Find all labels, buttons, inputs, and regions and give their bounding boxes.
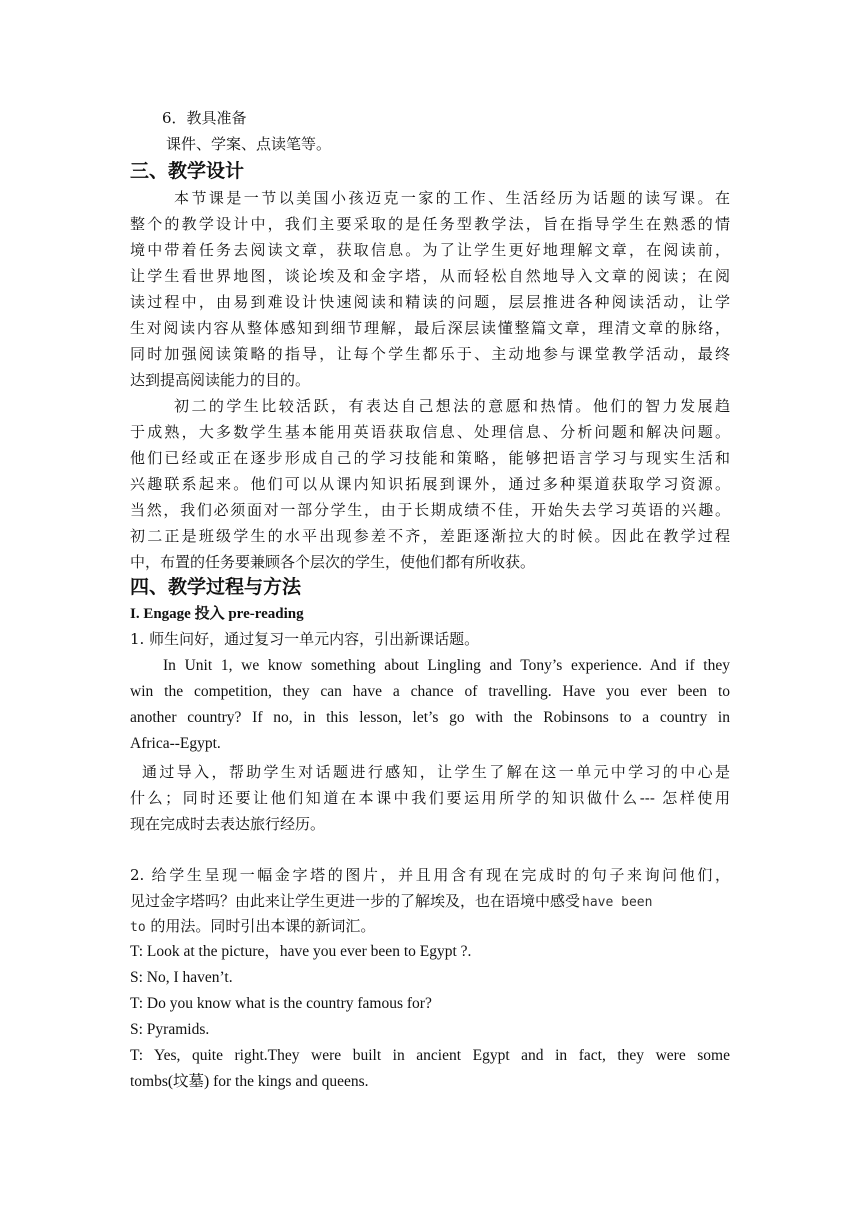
step1-cn-line: 现在完成时去表达旅行经历。 (130, 815, 326, 833)
step2-tail: 的用法。同时引出本课的新词汇。 (145, 917, 376, 935)
prep-items: 课件、学案、点读笔等。 (166, 135, 332, 153)
step1-en-line: another country? If no, in this lesson, let’s go with the Robinsons to a country in (130, 709, 730, 726)
para2-line: 于成熟，大多数学生基本能用英语获取信息、处理信息、分析问题和解决问题。 (130, 423, 730, 441)
engage-subheading: I. Engage 投入 pre-reading (130, 606, 304, 622)
step2-text: 见过金字塔吗？由此来让学生更进一步的了解埃及，也在语境中感受 (130, 892, 581, 910)
dialogue-line: tombs(坟墓) for the kings and queens. (130, 1073, 369, 1090)
prep-title: 6．教具准备 (162, 109, 247, 127)
step1-en-line: win the competition, they can have a chance of travelling. Have you ever been to (130, 683, 730, 700)
step2-line (130, 888, 730, 916)
para1-line: 整个的教学设计中，我们主要采取的是任务型教学法，旨在指导学生在熟悉的情 (130, 215, 730, 233)
section-heading-design: 三、教学设计 (130, 160, 245, 182)
para1-line: 同时加强阅读策略的指导，让每个学生都乐于、主动地参与课堂教学活动，最终 (130, 345, 730, 363)
dialogue-line: S: No, I haven’t. (130, 969, 233, 986)
para1-line: 达到提高阅读能力的目的。 (130, 371, 311, 389)
step1-cn-line: 什么；同时还要让他们知道在本课中我们要运用所学的知识做什么--- 怎样使用 (130, 789, 730, 807)
step2-keyword: to (130, 920, 146, 935)
step1-title: 1. 师生问好，通过复习一单元内容，引出新课话题。 (130, 630, 480, 648)
dialogue-line: T: Do you know what is the country famous for? (130, 995, 432, 1012)
para2-line: 他们已经或正在逐步形成自己的学习技能和策略，能够把语言学习与现实生活和 (130, 449, 730, 467)
step2-keyword: have been (582, 895, 653, 910)
para1-line: 读过程中，由易到难设计快速阅读和精读的问题，层层推进各种阅读活动，让学 (130, 293, 730, 311)
dialogue-line: T: Look at the picture，have you ever been to Egypt ?. (130, 943, 472, 960)
para2-line: 中，布置的任务要兼顾各个层次的学生，使他们都有所收获。 (130, 553, 536, 571)
step2-line (130, 913, 375, 941)
step1-en-line: Africa--Egypt. (130, 735, 221, 752)
para1-line: 境中带着任务去阅读文章，获取信息。为了让学生更好地理解文章，在阅读前， (130, 241, 730, 259)
section-heading-process: 四、教学过程与方法 (130, 576, 302, 598)
dialogue-line: S: Pyramids. (130, 1021, 210, 1038)
para2-line: 兴趣联系起来。他们可以从课内知识拓展到课外，通过多种渠道获取学习资源。 (130, 475, 730, 493)
para2-line: 当然，我们必须面对一部分学生，由于长期成绩不佳，开始失去学习英语的兴趣。 (130, 501, 730, 519)
dialogue-line: T: Yes, quite right.They were built in ancient Egypt and in fact, they were some (130, 1047, 730, 1064)
para2-line: 初二正是班级学生的水平出现参差不齐，差距逐渐拉大的时候。因此在教学过程 (130, 527, 730, 545)
para2-line: 初二的学生比较活跃，有表达自己想法的意愿和热情。他们的智力发展趋 (174, 397, 730, 415)
para1-line: 本节课是一节以美国小孩迈克一家的工作、生活经历为话题的读写课。在 (174, 189, 730, 207)
step1-cn-line: 通过导入，帮助学生对话题进行感知，让学生了解在这一单元中学习的中心是 (142, 763, 730, 781)
para1-line: 让学生看世界地图，谈论埃及和金字塔，从而轻松自然地导入文章的阅读；在阅 (130, 267, 730, 285)
step1-en-line: In Unit 1, we know something about Lingling and Tony’s experience. And if they (163, 657, 730, 674)
para1-line: 生对阅读内容从整体感知到细节理解，最后深层读懂整篇文章，理清文章的脉络， (130, 319, 730, 337)
step2-line: 2. 给学生呈现一幅金字塔的图片，并且用含有现在完成时的句子来询问他们， (130, 866, 730, 884)
